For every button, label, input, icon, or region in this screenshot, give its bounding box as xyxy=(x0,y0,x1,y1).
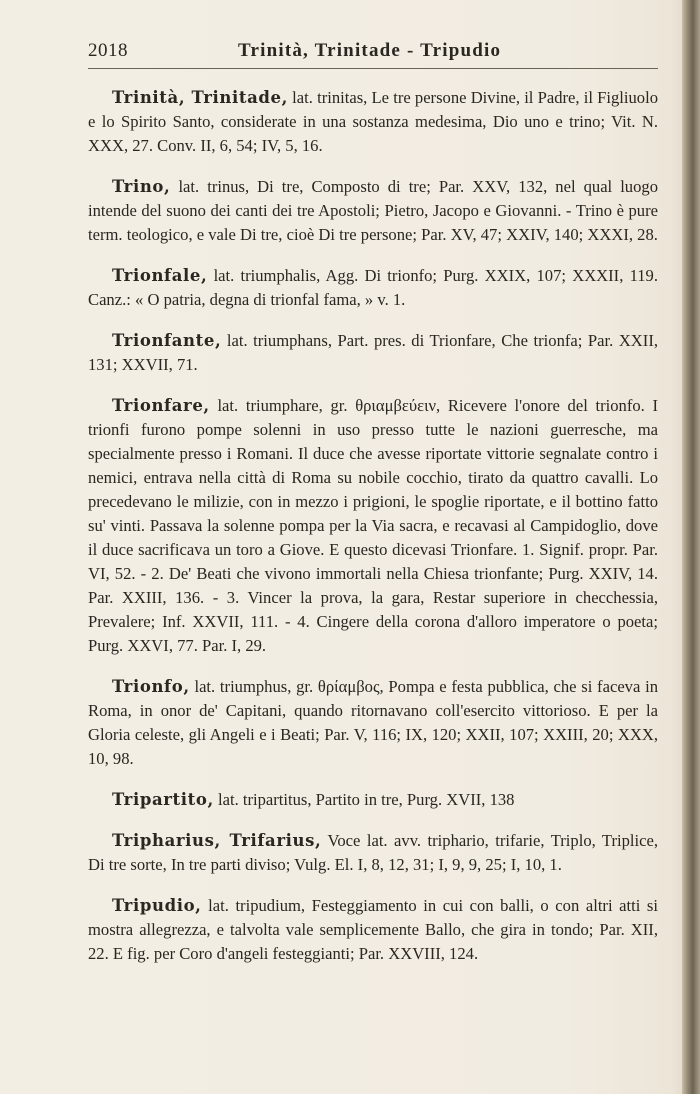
entry-body: lat. trinus, Di tre, Composto di tre; Par. XXV, 132, nel qual luogo intende del suono dei canti dei tre Apostoli; Pietro, Jacopo e Giovanni. - Trino è pure term. teologico, e vale Di tre, cioè Di tre persone; Par. XV, 47; XXIV, 140; XXXI, 28. xyxy=(88,177,658,244)
entry-body: lat. tripartitus, Partito in tre, Purg. XVII, 138 xyxy=(217,790,515,809)
entry-trionfante xyxy=(88,329,658,377)
entry-tripharius xyxy=(88,829,658,877)
entry-body: lat. tripudium, Festeggiamento in cui con balli, o con altri atti si mostra allegrezza, e talvolta vale semplicemente Ballo, che gira in tondo; Par. XII, 22. E fig. per Coro d'angeli festeggianti; Par. XXVIII, 124. xyxy=(88,896,658,963)
entry-body: lat. triumphare, gr. θριαμβεύειν, Ricevere l'onore del trionfo. I trionfi furono pompe solenni in uso presso tutte le nazioni guerresche, ma specialmente presso i Romani. Il duce che avesse riportate vittorie segnalate contro i nemici, entrava nella città di Roma su nobile cocchio, tirato da quattro cavalli. Lo precedevano le milizie, con in mezzo i prigioni, le spoglie riportate, e il bottino fatto su' vinti. Passava la solenne pompa per la Via sacra, e recavasi al Campidoglio, dove il duce sacrificava un toro a Giove. E questo dicevasi Trionfare. 1. Signif. propr. Par. VI, 52. - 2. De' Beati che vivono immortali nella Chiesa trionfante; Purg. XXIV, 14. Par. XXIII, 136. - 3. Vincer la prova, la gara, Restar superiore in checchessia, Prevalere; Inf. XXVII, 111. - 4. Cingere della corona d'alloro imperatore o poeta; Purg. XXVI, 77. Par. I, 29. xyxy=(88,396,658,655)
headword: Trionfale, xyxy=(112,266,208,285)
entry-body: Voce lat. avv. triphario, trifarie, Triplo, Triplice, Di tre sorte, In tre parti diviso; Vulg. El. I, 8, 12, 31; I, 9, 9, 25; I, 10, 1. xyxy=(88,831,659,874)
running-head: Trinità, Trinitade - Tripudio xyxy=(238,40,502,61)
entry-body: lat. triumphans, Part. pres. di Trionfare, Che trionfa; Par. XXII, 131; XXVII, 71. xyxy=(88,331,658,374)
entry-body: lat. trinitas, Le tre persone Divine, il Padre, il Figliuolo e lo Spirito Santo, considerate in una sostanza medesima, Dio uno e trino; Vit. N. XXX, 27. Conv. II, 6, 54; IV, 5, 16. xyxy=(88,88,659,155)
entry-trino xyxy=(88,175,658,247)
header-rule xyxy=(88,68,658,69)
entry-body: lat. triumphalis, Agg. Di trionfo; Purg. XXIX, 107; XXXII, 119. Canz.: « O patria, degna di trionfal fama, » v. 1. xyxy=(88,266,658,309)
entry-trionfo xyxy=(88,675,658,771)
headword: Trino, xyxy=(112,177,171,196)
page-number: 2018 xyxy=(88,40,128,61)
headword: Trionfo, xyxy=(112,677,190,696)
entry-list xyxy=(88,86,658,983)
entry-trinita xyxy=(88,86,658,158)
headword: Trionfante, xyxy=(112,331,222,350)
entry-body: lat. triumphus, gr. θρίαμβος, Pompa e festa pubblica, che si faceva in Roma, in onor de' Capitani, quando ritornavano coll'esercito vittorioso. E per la Gloria celeste, gli Angeli e i Beati; Par. V, 116; IX, 120; XXII, 107; XXIII, 20; XXX, 10, 98. xyxy=(88,677,658,768)
headword: Trinità, Trinitade, xyxy=(112,88,288,107)
entry-trionfale xyxy=(88,264,658,312)
headword: Tripudio, xyxy=(112,896,202,915)
headword: Tripharius, Trifarius, xyxy=(112,831,322,850)
entry-tripudio xyxy=(88,894,658,966)
headword: Tripartito, xyxy=(112,790,214,809)
page-header xyxy=(88,40,658,66)
entry-trionfare xyxy=(88,394,658,658)
book-edge xyxy=(682,0,700,1094)
entry-tripartito xyxy=(88,788,658,812)
headword: Trionfare, xyxy=(112,396,210,415)
